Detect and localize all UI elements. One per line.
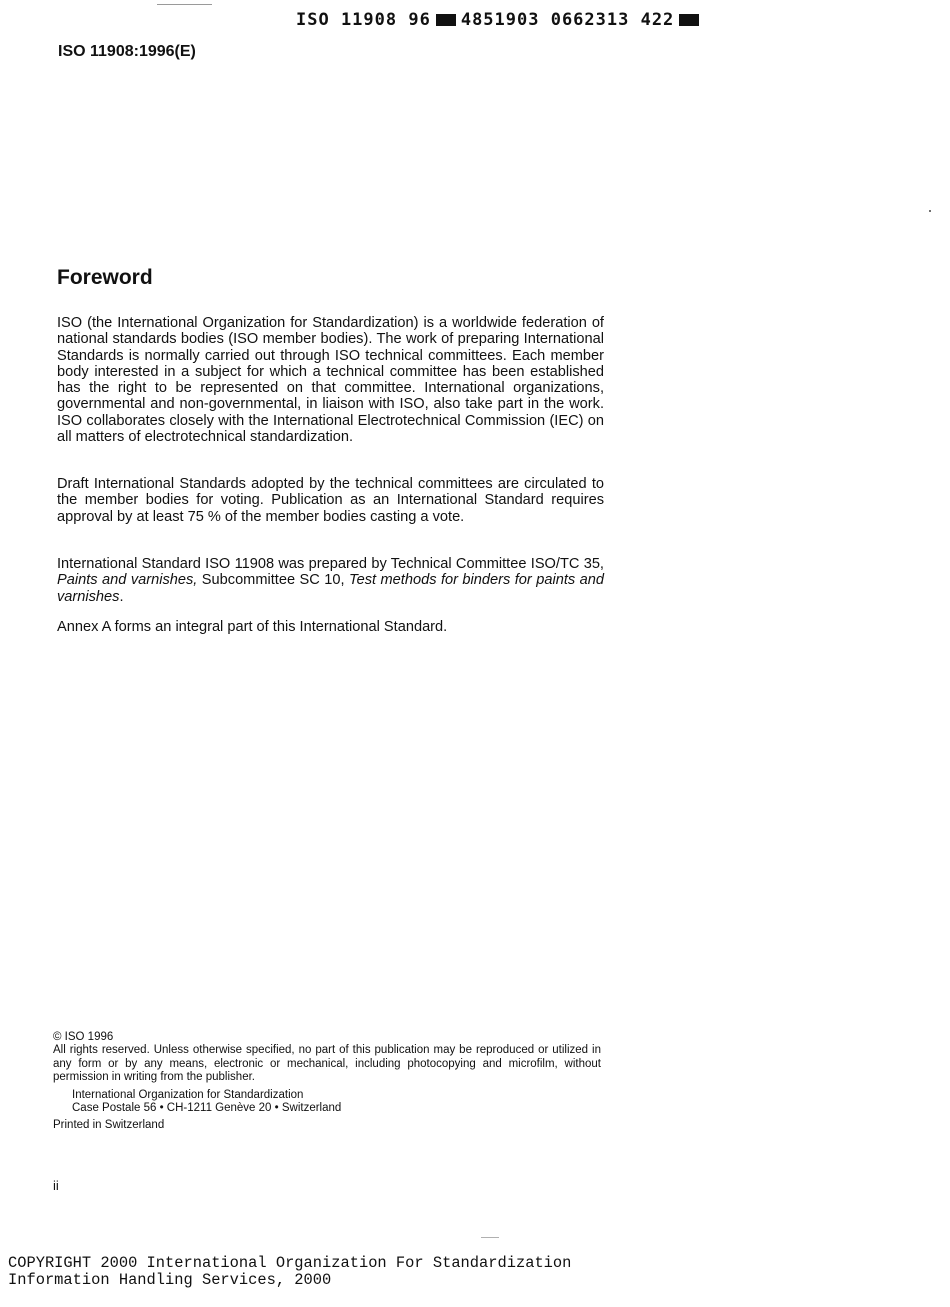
copyright-footer xyxy=(8,1255,571,1289)
barcode-text-right: 4851903 0662313 422 xyxy=(460,10,675,30)
rights-statement: All rights reserved. Unless otherwise specified, no part of this publication may be reproduced or utilized in any form or by any means, electronic or mechanical, including photocopying and microfilm, without permission in writing from the publisher. xyxy=(53,1044,601,1084)
copyright-block xyxy=(53,1031,601,1133)
scan-artifact-line xyxy=(157,4,212,5)
foreword-paragraph-4: Annex A forms an integral part of this International Standard. xyxy=(57,619,448,635)
page-number: ii xyxy=(53,1178,59,1193)
paragraph-3-middle: Subcommittee SC 10, xyxy=(197,572,350,589)
barcode-header xyxy=(296,10,704,30)
paragraph-3-prefix: International Standard ISO 11908 was prepared by Technical Committee ISO/TC 35, xyxy=(57,556,604,572)
printed-in: Printed in Switzerland xyxy=(53,1119,165,1132)
barcode-text-left: ISO 11908 96 xyxy=(296,10,431,30)
organization-name: International Organization for Standardization xyxy=(72,1088,304,1101)
foreword-paragraph-3 xyxy=(57,556,604,605)
scan-speck xyxy=(929,210,931,212)
organization-address: Case Postale 56 • CH-1211 Genève 20 • Switzerland xyxy=(72,1102,342,1115)
footer-line-1: COPYRIGHT 2000 International Organization For Standardization xyxy=(8,1254,572,1272)
barcode-block-1 xyxy=(436,14,456,26)
subcommittee-name: Test methods for binders for paints and varnishes xyxy=(57,572,604,605)
committee-name: Paints and varnishes, xyxy=(57,572,198,589)
copyright-symbol-line: © ISO 1996 xyxy=(53,1031,114,1043)
foreword-paragraph-2: Draft International Standards adopted by the technical committees are circulated to the member bodies for voting. Publication as an International Standard requires approval by at least 75 % of the member bodies casting a vote. xyxy=(57,476,604,525)
scan-artifact-dash xyxy=(481,1237,499,1238)
barcode-block-2 xyxy=(679,14,699,26)
footer-line-2: Information Handling Services, 2000 xyxy=(8,1271,332,1289)
foreword-paragraph-1: ISO (the International Organization for Standardization) is a worldwide federation of national standards bodies (ISO member bodies). The work of preparing International Standards is normally carried out through ISO technical committees. Each member body interested in a subject for which a technical committee has been established has the right to be represented on that committee. International organizations, governmental and non-governmental, in liaison with ISO, also take part in the work. ISO collaborates closely with the International Electrotechnical Commission (IEC) on all matters of electrotechnical standardization. xyxy=(57,315,604,446)
foreword-heading: Foreword xyxy=(57,266,153,289)
paragraph-3-suffix: . xyxy=(119,588,124,605)
document-id: ISO 11908:1996(E) xyxy=(58,43,196,60)
